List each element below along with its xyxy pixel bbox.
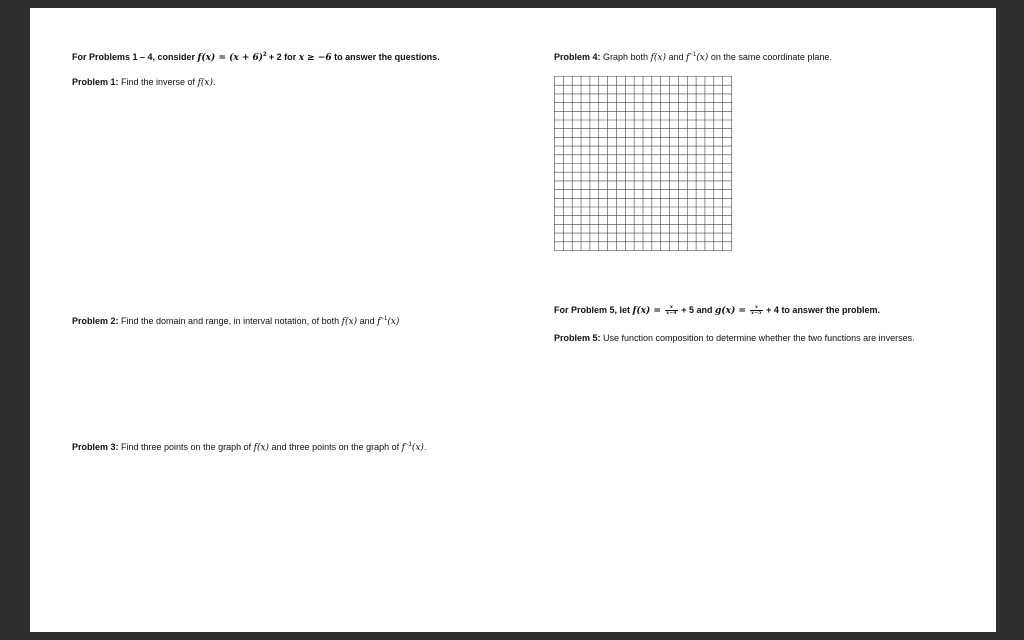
intro5-f-denominator: x−4 — [666, 310, 677, 317]
problem-4-mid: and — [666, 52, 687, 62]
intro5-f-def: f(x) = — [632, 306, 665, 316]
problem-1-label: Problem 1: — [72, 77, 119, 87]
problem-4-math-f: f(x) — [650, 53, 666, 63]
problem-3 — [72, 441, 426, 455]
intro-function-arg: (x) = (x + 6) — [201, 53, 264, 63]
problems-1-4-intro — [72, 51, 440, 65]
problem-4-end: on the same coordinate plane. — [708, 52, 832, 62]
problem-4-label: Problem 4: — [554, 52, 601, 62]
intro5-g-denominator: x−5 — [751, 310, 762, 317]
worksheet-page — [30, 8, 996, 632]
problem-3-math-finv-exp: −1 — [405, 442, 412, 448]
intro5-g-def: g(x) = — [715, 306, 750, 316]
problem-4-math-finv-exp: −1 — [689, 52, 697, 58]
problem-2 — [72, 315, 399, 329]
intro-tail-text: to answer the questions. — [331, 52, 440, 62]
problem-2-mid: and — [357, 316, 378, 326]
intro5-g-rest: + 4 — [763, 305, 779, 315]
coordinate-grid — [554, 76, 732, 251]
problem-3-text: Find three points on the graph of — [118, 442, 254, 452]
intro-rest-text: + 2 for — [266, 52, 299, 62]
problem-2-math-finv-base: f — [377, 317, 381, 327]
intro5-tail: to answer the problem. — [778, 305, 880, 315]
problem-3-math-finv-arg: (x) — [411, 443, 424, 453]
problem-5-text: Use function composition to determine whether the two functions are inverses. — [600, 333, 915, 343]
problem-5 — [554, 332, 915, 344]
intro5-f-fraction — [665, 305, 678, 316]
problem-4-math-finv-arg: (x) — [696, 53, 709, 63]
intro-lead-text: For Problems 1 – 4, consider — [72, 52, 198, 62]
problem-2-math-finv-exp: −1 — [380, 316, 388, 322]
problem-3-end: . — [423, 442, 427, 452]
problem-2-math-finv-arg: (x) — [387, 317, 400, 327]
problem-5-label: Problem 5: — [554, 333, 601, 343]
intro-function-name: f — [197, 53, 202, 63]
intro5-f-numerator: x — [665, 305, 678, 311]
intro5-g-numerator: x — [750, 305, 763, 311]
problem-3-mid: and three points on the graph of — [269, 442, 402, 452]
problem-4-text: Graph both — [600, 52, 651, 62]
problem-1 — [72, 76, 216, 89]
problem-2-math-f: f(x) — [341, 317, 358, 327]
problem-1-end: . — [213, 77, 216, 87]
problem-3-math-f: f(x) — [253, 443, 270, 453]
intro5-g-fraction — [750, 305, 763, 316]
problem-1-text: Find the inverse of — [118, 77, 198, 87]
intro-exponent: 2 — [263, 52, 267, 58]
intro-condition: x ≥ −6 — [298, 53, 332, 63]
intro5-f-rest: + 5 — [678, 305, 695, 315]
problem-3-label: Problem 3: — [72, 442, 119, 452]
intro5-and: and — [694, 305, 716, 315]
problem-4 — [554, 51, 832, 65]
problem-2-label: Problem 2: — [72, 316, 119, 326]
problem-4-math-finv-base: f — [686, 53, 690, 63]
problem-5-intro — [554, 304, 880, 317]
intro5-lead: For Problem 5, let — [554, 305, 633, 315]
problem-2-text: Find the domain and range, in interval notation, of both — [118, 316, 342, 326]
problem-3-math-finv-base: f — [401, 443, 405, 453]
problem-1-math: f(x) — [197, 78, 213, 88]
